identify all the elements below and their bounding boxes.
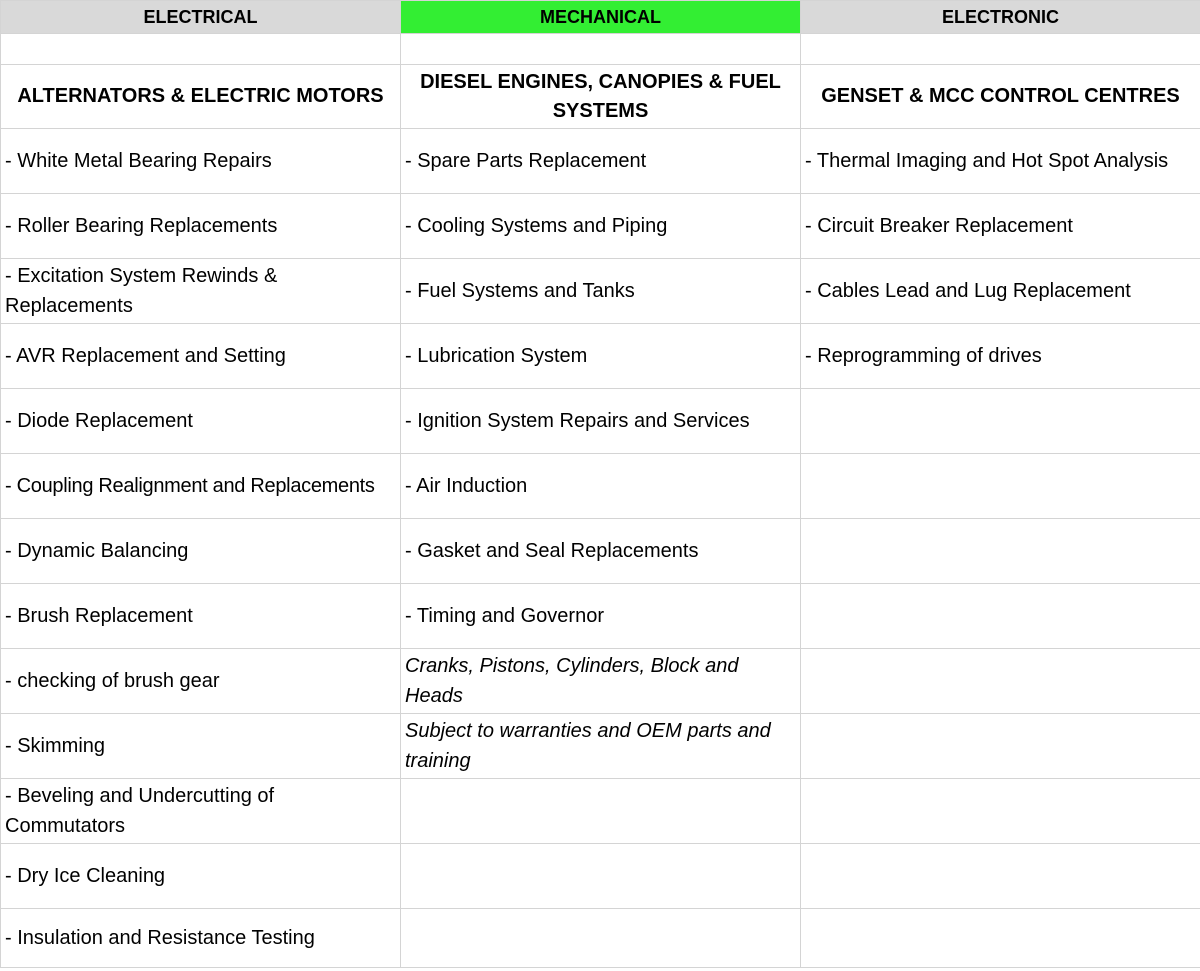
cell-electronic[interactable] (801, 519, 1200, 584)
cell-mechanical[interactable] (401, 909, 801, 968)
table-row (1, 909, 1200, 968)
subheader-electronic[interactable]: GENSET & MCC CONTROL CENTRES (801, 65, 1200, 129)
table-row (1, 714, 1200, 779)
header-mechanical[interactable]: MECHANICAL (401, 1, 801, 34)
cell-electronic[interactable] (801, 844, 1200, 909)
cell-electronic[interactable] (801, 454, 1200, 519)
cell-mechanical[interactable]: Cranks, Pistons, Cylinders, Block and Heads (401, 649, 801, 714)
cell-electrical[interactable]: - Roller Bearing Replacements (1, 194, 401, 259)
table-row (1, 389, 1200, 454)
table-row (1, 194, 1200, 259)
cell-mechanical[interactable]: - Gasket and Seal Replacements (401, 519, 801, 584)
table-row (1, 649, 1200, 714)
table-row (1, 259, 1200, 324)
table-row (1, 129, 1200, 194)
empty-cell[interactable] (801, 34, 1200, 65)
cell-electrical[interactable]: - White Metal Bearing Repairs (1, 129, 401, 194)
cell-electronic[interactable] (801, 909, 1200, 968)
table-row (1, 519, 1200, 584)
cell-mechanical[interactable]: - Fuel Systems and Tanks (401, 259, 801, 324)
cell-mechanical[interactable]: - Timing and Governor (401, 584, 801, 649)
cell-electronic[interactable] (801, 649, 1200, 714)
cell-electrical[interactable]: - Dry Ice Cleaning (1, 844, 401, 909)
cell-mechanical[interactable] (401, 779, 801, 844)
cell-mechanical[interactable]: - Ignition System Repairs and Services (401, 389, 801, 454)
cell-mechanical[interactable]: - Lubrication System (401, 324, 801, 389)
cell-mechanical[interactable] (401, 844, 801, 909)
cell-electronic[interactable] (801, 714, 1200, 779)
cell-mechanical[interactable]: - Spare Parts Replacement (401, 129, 801, 194)
cell-mechanical[interactable]: - Cooling Systems and Piping (401, 194, 801, 259)
cell-mechanical[interactable]: - Air Induction (401, 454, 801, 519)
cell-electrical[interactable]: - Coupling Realignment and Replacements (1, 454, 401, 519)
cell-electronic[interactable]: - Cables Lead and Lug Replacement (801, 259, 1200, 324)
header-electronic[interactable]: ELECTRONIC (801, 1, 1200, 34)
cell-electrical[interactable]: - Excitation System Rewinds & Replacements (1, 259, 401, 324)
table-row (1, 844, 1200, 909)
cell-electrical[interactable]: - AVR Replacement and Setting (1, 324, 401, 389)
subheader-mechanical[interactable]: DIESEL ENGINES, CANOPIES & FUEL SYSTEMS (401, 65, 801, 129)
table-row (1, 324, 1200, 389)
cell-electrical[interactable]: - Skimming (1, 714, 401, 779)
cell-electrical[interactable]: - Brush Replacement (1, 584, 401, 649)
cell-mechanical[interactable]: Subject to warranties and OEM parts and training (401, 714, 801, 779)
cell-electronic[interactable]: - Circuit Breaker Replacement (801, 194, 1200, 259)
cell-electrical[interactable]: - Diode Replacement (1, 389, 401, 454)
cell-electronic[interactable] (801, 584, 1200, 649)
cell-electronic[interactable]: - Reprogramming of drives (801, 324, 1200, 389)
cell-electrical[interactable]: - Beveling and Undercutting of Commutators (1, 779, 401, 844)
table-row (1, 454, 1200, 519)
empty-row (1, 34, 1200, 65)
header-row (1, 1, 1200, 34)
subheader-row (1, 65, 1200, 129)
subheader-electrical[interactable]: ALTERNATORS & ELECTRIC MOTORS (1, 65, 401, 129)
cell-electronic[interactable] (801, 779, 1200, 844)
cell-electrical[interactable]: - checking of brush gear (1, 649, 401, 714)
header-electrical[interactable]: ELECTRICAL (1, 1, 401, 34)
cell-electronic[interactable]: - Thermal Imaging and Hot Spot Analysis (801, 129, 1200, 194)
cell-electronic[interactable] (801, 389, 1200, 454)
cell-electrical[interactable]: - Insulation and Resistance Testing (1, 909, 401, 968)
cell-electrical[interactable]: - Dynamic Balancing (1, 519, 401, 584)
table-row (1, 779, 1200, 844)
table-row (1, 584, 1200, 649)
empty-cell[interactable] (401, 34, 801, 65)
empty-cell[interactable] (1, 34, 401, 65)
